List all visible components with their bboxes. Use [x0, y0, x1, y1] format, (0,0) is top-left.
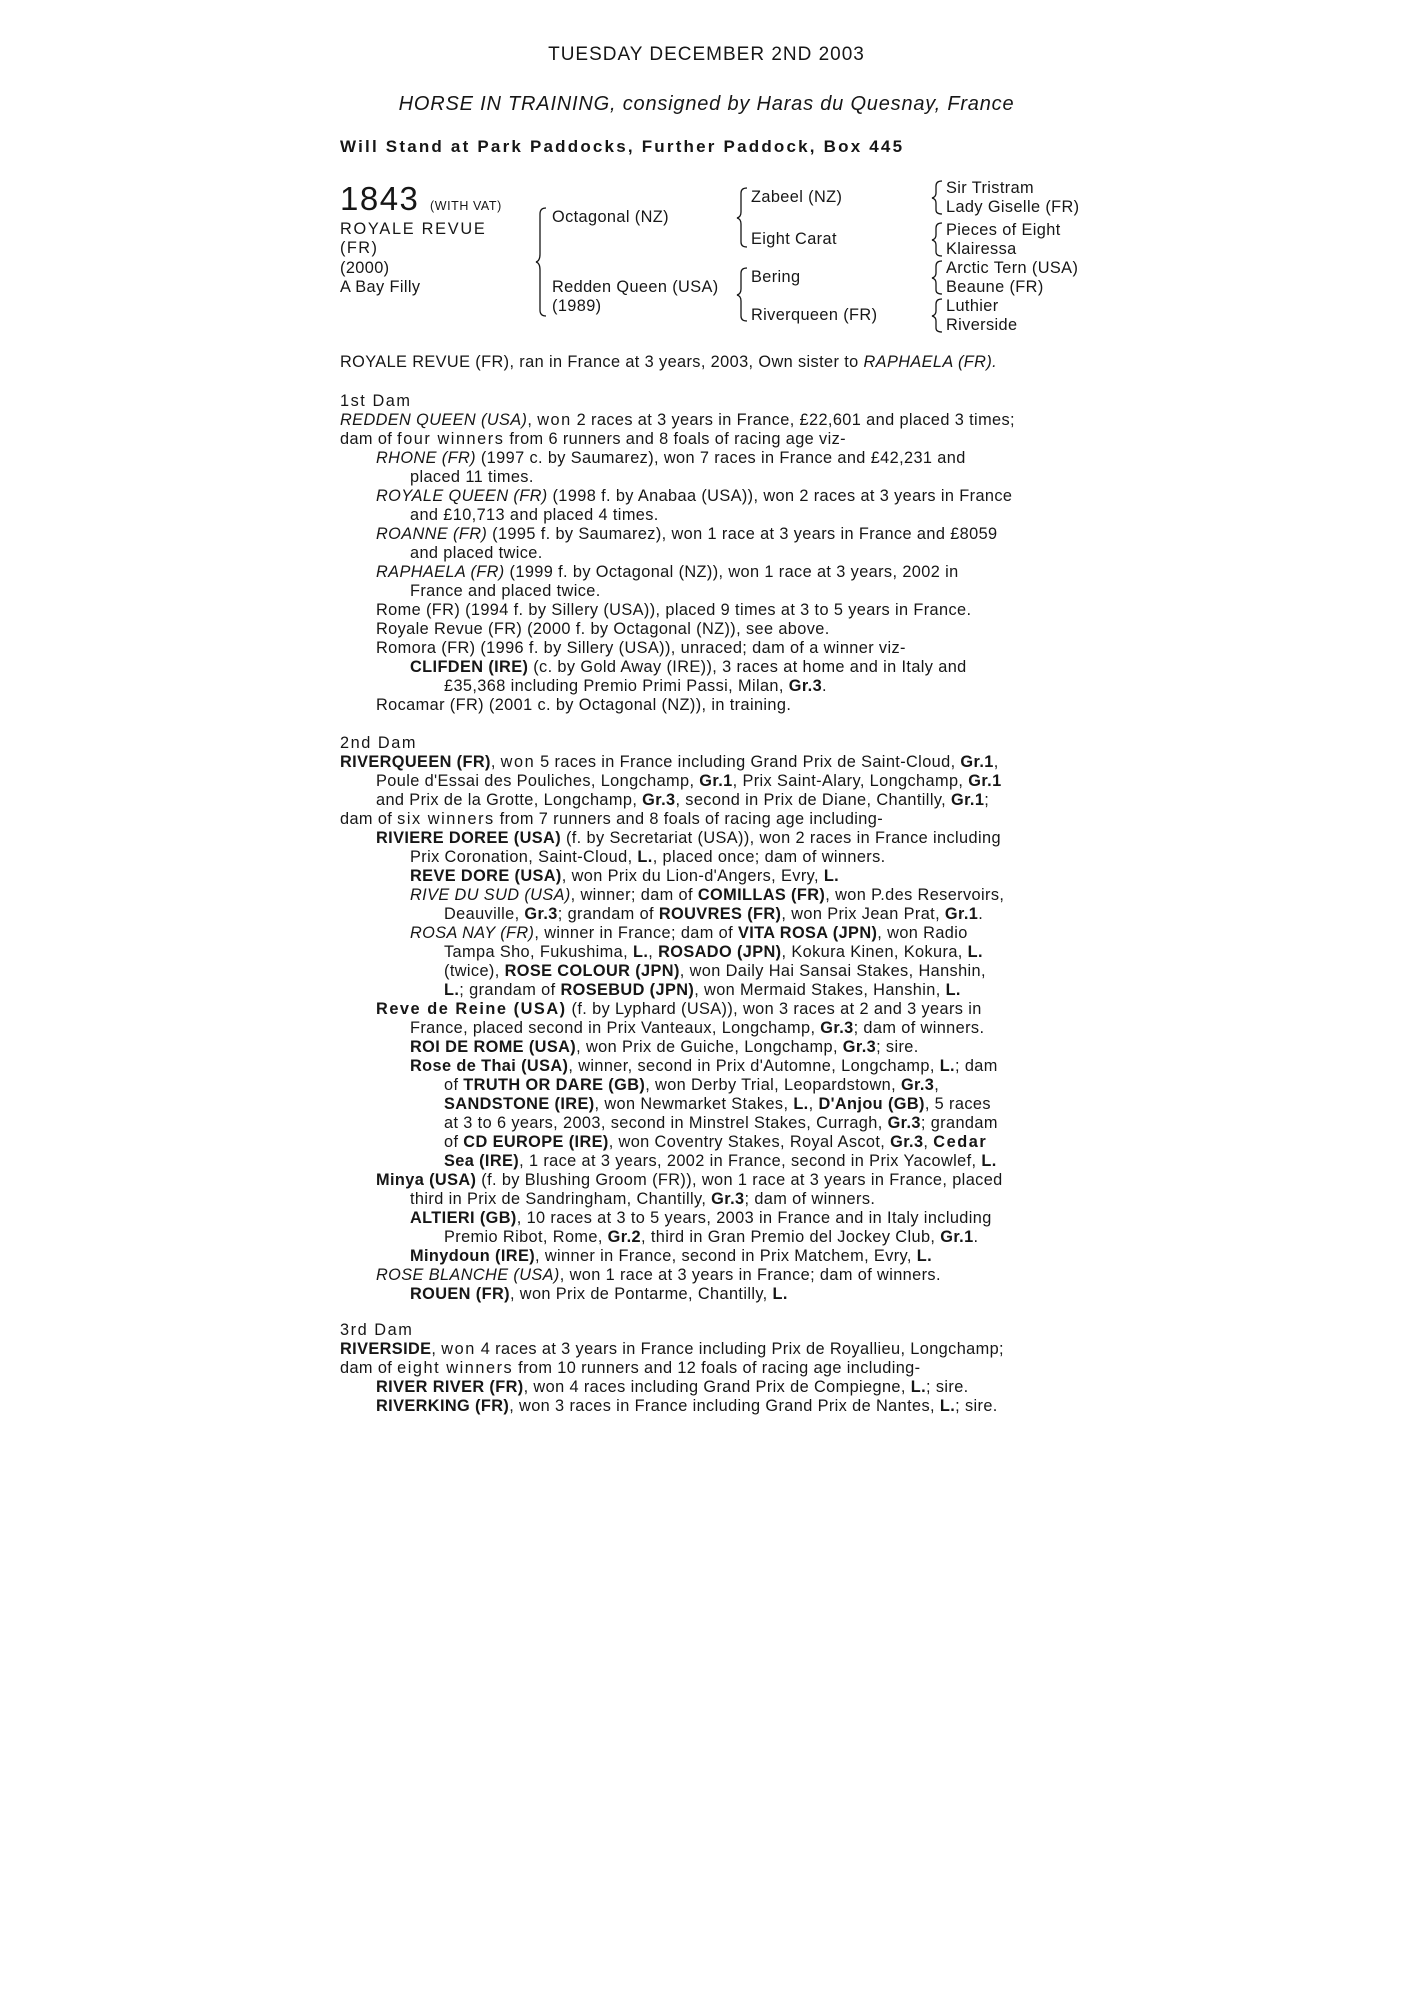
grade: Gr.3 [642, 790, 676, 809]
grade: Gr.3 [900, 1075, 935, 1094]
pedigree-sire-sire: Zabeel (NZ) [751, 187, 843, 206]
text-run: , 5 races [924, 1094, 991, 1113]
produce-line: Rome (FR) (1994 f. by Sillery (USA)), placed 9 times at 3 to 5 years in France. [376, 600, 972, 619]
text-run: , won 4 races including Grand Prix de Compiegne, [523, 1377, 911, 1396]
text-run: dam of [340, 429, 398, 448]
grade: Gr.1 [940, 1227, 974, 1246]
pedigree-gen3-2: Lady Giselle (FR) [946, 197, 1080, 216]
text-run: six winners [397, 809, 495, 828]
produce-name: ROSEBUD (JPN) [560, 980, 695, 999]
text-run: at 3 to 6 years, 2003, second in Minstrel Stakes, Curragh, [444, 1113, 888, 1132]
produce-line [410, 1284, 788, 1303]
grade: L. [939, 1056, 955, 1075]
produce-name: ROSE COLOUR (JPN) [504, 961, 680, 980]
produce-name: CD EUROPE (IRE) [463, 1132, 609, 1151]
grade: Gr.1 [699, 771, 733, 790]
produce-line [410, 1018, 984, 1037]
stand-location: Will Stand at Park Paddocks, Further Paddock, Box 445 [340, 137, 905, 156]
grade: L. [444, 980, 460, 999]
first-dam-heading: 1st Dam [340, 391, 412, 410]
text-run: , [648, 942, 659, 961]
horse-country: (FR) [340, 238, 379, 257]
produce-name: RIVERKING (FR) [376, 1396, 510, 1415]
pedigree-brace-g2 [932, 222, 946, 258]
produce-name: ROUVRES (FR) [658, 904, 782, 923]
text-run: , winner; dam of [570, 885, 698, 904]
produce-line [444, 1113, 998, 1132]
produce-line [410, 866, 839, 885]
grade: L. [945, 980, 961, 999]
third-dam-heading: 3rd Dam [340, 1320, 414, 1339]
produce-line [444, 1094, 991, 1113]
text-run: . [978, 904, 984, 923]
text-run: , [527, 410, 538, 429]
pedigree-sire-dam: Eight Carat [751, 229, 837, 248]
grade: L. [981, 1151, 997, 1170]
produce-name: Rose de Thai (USA) [410, 1056, 569, 1075]
text-run: (1995 f. by Saumarez), won 1 race at 3 years in France and £8059 [487, 524, 998, 543]
grade: Gr.3 [842, 1037, 877, 1056]
produce-name: ROANNE (FR) [376, 524, 488, 543]
second-dam-heading: 2nd Dam [340, 733, 417, 752]
produce-name: ROI DE ROME (USA) [410, 1037, 577, 1056]
text-run: , placed once; dam of winners. [652, 847, 886, 866]
text-run: £35,368 including Premio Primi Passi, Milan, [444, 676, 789, 695]
produce-line [410, 1189, 875, 1208]
grade: L. [772, 1284, 788, 1303]
pedigree-sire: Octagonal (NZ) [552, 207, 669, 226]
produce-line [376, 486, 1012, 505]
dam-name: RIVERSIDE [340, 1339, 432, 1358]
text-run: (twice), [444, 961, 505, 980]
produce-line [444, 961, 986, 980]
produce-name: Cedar [933, 1132, 988, 1151]
grade: L. [823, 866, 840, 885]
grade: Gr.3 [820, 1018, 854, 1037]
produce-name: SANDSTONE (IRE) [444, 1094, 595, 1113]
text-run: , won P.des Reservoirs, [825, 885, 1005, 904]
produce-line: Romora (FR) (1996 f. by Sillery (USA)), unraced; dam of a winner viz- [376, 638, 906, 657]
text-run: , won 1 race at 3 years in France; dam of winners. [559, 1265, 941, 1284]
text-run: third in Prix de Sandringham, Chantilly, [410, 1189, 712, 1208]
intro-text: ROYALE REVUE (FR), ran in France at 3 years, 2003, Own sister to [340, 352, 864, 371]
first-dam-line [340, 410, 1015, 429]
text-run: . [822, 676, 827, 695]
grade: Gr.1 [960, 752, 994, 771]
text-run: , won Daily Hai Sansai Stakes, Hanshin, [679, 961, 986, 980]
produce-line [410, 847, 886, 866]
produce-line [376, 448, 966, 467]
text-run: ; sire. [926, 1377, 969, 1396]
produce-line [410, 923, 968, 942]
text-run: ; [984, 790, 990, 809]
vat-note: (WITH VAT) [430, 198, 502, 213]
text-run: Premio Ribot, Rome, [444, 1227, 608, 1246]
text-run: (f. by Blushing Groom (FR)), won 1 race at 3 years in France, placed [476, 1170, 1003, 1189]
text-run: four winners [397, 429, 505, 448]
produce-line [376, 562, 959, 581]
intro-sister: RAPHAELA (FR). [863, 352, 998, 371]
text-run: dam of [340, 1358, 398, 1377]
text-run: (1997 c. by Saumarez), won 7 races in France and £42,231 and [475, 448, 966, 467]
text-run: from 7 runners and 8 foals of racing age including- [494, 809, 884, 828]
produce-name: Reve de Reine (USA) [376, 999, 567, 1018]
grade: L. [793, 1094, 809, 1113]
text-run: of [444, 1132, 464, 1151]
text-run: Prix Coronation, Saint-Cloud, [410, 847, 638, 866]
grade: Gr.3 [711, 1189, 745, 1208]
text-run: (f. by Lyphard (USA)), won 3 races at 2 and 3 years in [566, 999, 982, 1018]
text-run: , won Prix du Lion-d'Angers, Evry, [561, 866, 824, 885]
produce-line [444, 1151, 997, 1170]
produce-line [444, 942, 983, 961]
text-run: , won Mermaid Stakes, Hanshin, [694, 980, 946, 999]
pedigree-gen3-7: Luthier [946, 296, 999, 315]
produce-name: RIVE DU SUD (USA) [410, 885, 571, 904]
produce-line: Royale Revue (FR) (2000 f. by Octagonal (NZ)), see above. [376, 619, 830, 638]
produce-line [444, 1132, 987, 1151]
text-run: ; grandam of [557, 904, 659, 923]
text-run: Tampa Sho, Fukushima, [444, 942, 633, 961]
text-run: , third in Gran Premio del Jockey Club, [640, 1227, 941, 1246]
text-run: eight winners [397, 1358, 514, 1377]
produce-line [376, 1396, 998, 1415]
produce-name: VITA ROSA (JPN) [737, 923, 878, 942]
produce-line [444, 980, 961, 999]
produce-line [410, 885, 1004, 904]
text-run: ; grandam of [459, 980, 561, 999]
produce-line [410, 657, 967, 676]
grade: L. [632, 942, 649, 961]
grade: Gr.1 [951, 790, 985, 809]
produce-name: Minydoun (IRE) [410, 1246, 536, 1265]
produce-line [376, 999, 982, 1018]
pedigree-brace-sire [737, 186, 751, 250]
text-run: , winner in France; dam of [534, 923, 738, 942]
pedigree-brace-g3 [932, 260, 946, 296]
text-run: , [490, 752, 501, 771]
text-run: , won Radio [877, 923, 968, 942]
second-dam-line [340, 752, 999, 771]
grade: L. [916, 1246, 933, 1265]
grade: Gr.1 [944, 904, 979, 923]
produce-line [376, 1377, 969, 1396]
text-run: , [808, 1094, 819, 1113]
produce-line [410, 1246, 932, 1265]
produce-line [444, 676, 827, 695]
text-run: 5 races in France including Grand Prix de Saint-Cloud, [535, 752, 961, 771]
produce-line [444, 1227, 978, 1246]
sale-date: TUESDAY DECEMBER 2ND 2003 [548, 44, 865, 65]
text-run: ; dam [954, 1056, 998, 1075]
pedigree-dam-year: (1989) [552, 296, 602, 315]
produce-line [376, 828, 1001, 847]
text-run: , second in Prix de Diane, Chantilly, [675, 790, 952, 809]
text-run: won [537, 410, 572, 429]
pedigree-brace-dam [737, 266, 751, 324]
text-run: , [934, 1075, 940, 1094]
text-run: (1999 f. by Octagonal (NZ)), won 1 race at 3 years, 2002 in [504, 562, 959, 581]
grade: Gr.3 [887, 1113, 921, 1132]
produce-line: and £10,713 and placed 4 times. [410, 505, 659, 524]
dam-name: RIVERQUEEN (FR) [340, 752, 491, 771]
grade: L. [637, 847, 653, 866]
produce-name: ROSE BLANCHE (USA) [376, 1265, 560, 1284]
second-dam-line [376, 790, 989, 809]
lot-number: 1843 [340, 180, 420, 217]
pedigree-brace-g4 [932, 298, 946, 334]
produce-line [376, 524, 998, 543]
second-dam-line [376, 771, 1002, 790]
pedigree-gen3-5: Arctic Tern (USA) [946, 258, 1079, 277]
produce-name: ROYALE QUEEN (FR) [376, 486, 548, 505]
produce-line: and placed twice. [410, 543, 543, 562]
grade: L. [939, 1396, 956, 1415]
produce-line [444, 1075, 939, 1094]
produce-name: COMILLAS (FR) [697, 885, 826, 904]
text-run: ; sire. [955, 1396, 998, 1415]
produce-name: RAPHAELA (FR) [376, 562, 505, 581]
foaling-year: (2000) [340, 258, 390, 277]
text-run: ; dam of winners. [744, 1189, 876, 1208]
text-run: Deauville, [444, 904, 525, 923]
text-run: Poule d'Essai des Pouliches, Longchamp, [376, 771, 700, 790]
text-run: , 10 races at 3 to 5 years, 2003 in France and in Italy including [516, 1208, 992, 1227]
text-run: from 10 runners and 12 foals of racing age including- [513, 1358, 921, 1377]
pedigree-gen3-1: Sir Tristram [946, 178, 1035, 197]
produce-name: ROUEN (FR) [410, 1284, 510, 1303]
produce-name: RIVER RIVER (FR) [376, 1377, 524, 1396]
text-run: ; grandam [920, 1113, 998, 1132]
text-run: , [923, 1132, 934, 1151]
text-run: , won Prix de Pontarme, Chantilly, [509, 1284, 773, 1303]
text-run: , winner, second in Prix d'Automne, Longchamp, [568, 1056, 940, 1075]
text-run: , Kokura Kinen, Kokura, [781, 942, 968, 961]
pedigree-brace-main [536, 206, 552, 318]
produce-name: Sea (IRE) [444, 1151, 520, 1170]
produce-name: TRUTH OR DARE (GB) [463, 1075, 646, 1094]
text-run: , won Newmarket Stakes, [594, 1094, 794, 1113]
grade: Gr.3 [890, 1132, 924, 1151]
grade: L. [967, 942, 983, 961]
text-run: , Prix Saint-Alary, Longchamp, [732, 771, 969, 790]
produce-line: France and placed twice. [410, 581, 601, 600]
produce-name: D'Anjou (GB) [818, 1094, 925, 1113]
text-run: ; dam of winners. [853, 1018, 985, 1037]
produce-line: placed 11 times. [410, 467, 534, 486]
text-run: of [444, 1075, 464, 1094]
produce-name: CLIFDEN (IRE) [410, 657, 529, 676]
dam-name: REDDEN QUEEN (USA) [340, 410, 528, 429]
text-run: and Prix de la Grotte, Longchamp, [376, 790, 643, 809]
grade: Gr.3 [524, 904, 558, 923]
produce-name: RHONE (FR) [376, 448, 476, 467]
text-run: , [431, 1339, 442, 1358]
pedigree-gen3-4: Klairessa [946, 239, 1017, 258]
pedigree-dam: Redden Queen (USA) [552, 277, 719, 296]
pedigree-gen3-6: Beaune (FR) [946, 277, 1044, 296]
produce-line [444, 904, 983, 923]
pedigree-dam-sire: Bering [751, 267, 801, 286]
produce-line: Rocamar (FR) (2001 c. by Octagonal (NZ)), in training. [376, 695, 792, 714]
grade: Gr.2 [607, 1227, 641, 1246]
grade: L. [910, 1377, 927, 1396]
text-run: France, placed second in Prix Vanteaux, Longchamp, [410, 1018, 821, 1037]
grade: Gr.3 [788, 676, 823, 695]
pedigree-gen3-8: Riverside [946, 315, 1018, 334]
horse-description: A Bay Filly [340, 277, 421, 296]
text-run: (f. by Secretariat (USA)), won 2 races in France including [561, 828, 1001, 847]
text-run: (c. by Gold Away (IRE)), 3 races at home and in Italy and [528, 657, 967, 676]
produce-line [410, 1056, 998, 1075]
text-run: dam of [340, 809, 398, 828]
text-run: won [500, 752, 536, 771]
text-run: from 6 runners and 8 foals of racing age viz- [504, 429, 846, 448]
produce-line [376, 1265, 941, 1284]
second-dam-line [340, 809, 883, 828]
pedigree-dam-dam: Riverqueen (FR) [751, 305, 878, 324]
grade: Gr.1 [968, 771, 1002, 790]
produce-name: REVE DORE (USA) [410, 866, 562, 885]
text-run: , winner in France, second in Prix Matchem, Evry, [535, 1246, 917, 1265]
third-dam-line [340, 1339, 1004, 1358]
text-run: , won Derby Trial, Leopardstown, [645, 1075, 901, 1094]
text-run: (1998 f. by Anabaa (USA)), won 2 races at 3 years in France [547, 486, 1013, 505]
text-run: , won Prix Jean Prat, [781, 904, 945, 923]
third-dam-line [340, 1358, 920, 1377]
text-run: , [993, 752, 999, 771]
first-dam-line [340, 429, 846, 448]
produce-name: ALTIERI (GB) [410, 1208, 517, 1227]
text-run: , 1 race at 3 years, 2002 in France, second in Prix Yacowlef, [519, 1151, 982, 1170]
text-run: won [441, 1339, 476, 1358]
text-run: 4 races at 3 years in France including Prix de Royallieu, Longchamp; [475, 1339, 1004, 1358]
text-run: 2 races at 3 years in France, £22,601 and placed 3 times; [571, 410, 1015, 429]
produce-name: ROSADO (JPN) [658, 942, 782, 961]
produce-line [376, 1170, 1003, 1189]
produce-line [410, 1037, 919, 1056]
text-run: ; sire. [876, 1037, 919, 1056]
produce-name: Minya (USA) [376, 1170, 477, 1189]
horse-name: ROYALE REVUE [340, 219, 487, 238]
pedigree-brace-g1 [932, 180, 946, 216]
pedigree-gen3-3: Pieces of Eight [946, 220, 1061, 239]
produce-name: RIVIERE DOREE (USA) [376, 828, 562, 847]
produce-line [410, 1208, 992, 1227]
text-run: , won Prix de Guiche, Longchamp, [576, 1037, 843, 1056]
produce-name: ROSA NAY (FR) [410, 923, 535, 942]
text-run: , won 3 races in France including Grand Prix de Nantes, [509, 1396, 940, 1415]
consignor-line: HORSE IN TRAINING, consigned by Haras du Quesnay, France [398, 93, 1015, 115]
text-run: , won Coventry Stakes, Royal Ascot, [608, 1132, 891, 1151]
intro-line [340, 352, 997, 371]
text-run: . [973, 1227, 979, 1246]
